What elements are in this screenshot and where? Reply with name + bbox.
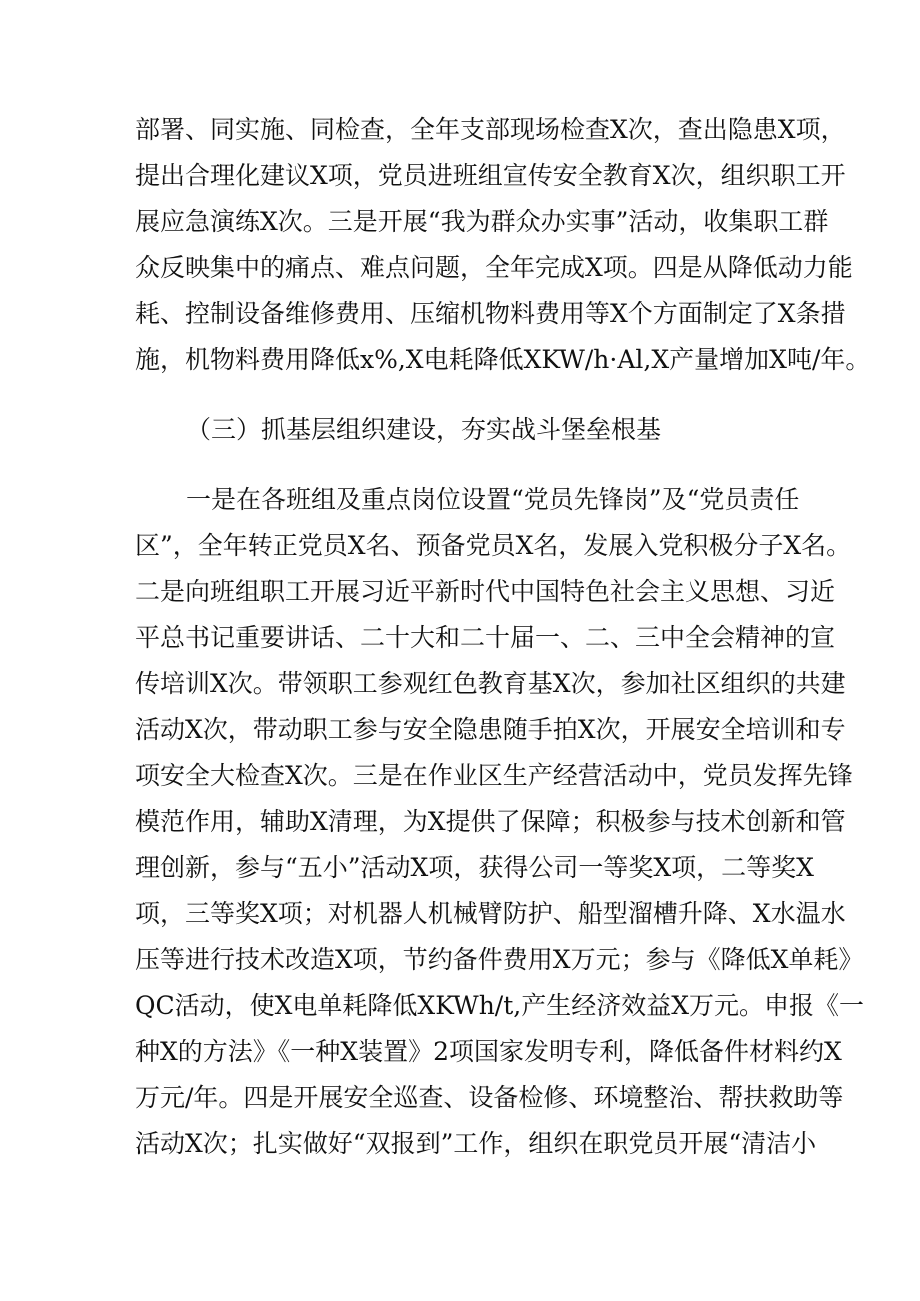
text-line: 平总书记重要讲话、二十大和二十届一、二、三中全会精神的宣	[135, 623, 836, 652]
section-heading: （三）抓基层组织建设，夯实战斗堡垒根基	[186, 415, 662, 444]
text-line: 耗、控制设备维修费用、压缩机物料费用等X个方面制定了X条措	[135, 299, 846, 328]
text-line: 区”，全年转正党员X名、预备党员X名，发展入党积极分子X名。	[135, 531, 852, 560]
text-line: 活动X次；扎实做好“双报到”工作，组织在职党员开展“清洁小	[135, 1129, 817, 1158]
text-line: 施，机物料费用降低x%,X电耗降低XKW/h·Al,X产量增加X吨/年。	[135, 345, 871, 374]
text-line: 提出合理化建议X项，党员进班组宣传安全教育X次，组织职工开	[135, 161, 846, 190]
text-line: 理创新，参与“五小”活动X项，获得公司一等奖X项，二等奖X	[135, 853, 814, 882]
text-line: 传培训X次。带领职工参观红色教育基X次，参加社区组织的共建	[135, 669, 846, 698]
text-line: 一是在各班组及重点岗位设置“党员先锋岗”及“党员责任	[186, 485, 800, 514]
text-line: QC活动，使X电单耗降低XKWh/t,产生经济效益X万元。申报《一	[135, 991, 865, 1020]
text-line: 部署、同实施、同检查，全年支部现场检查X次，查出隐患X项，	[135, 115, 846, 144]
text-line: 项安全大检查X次。三是在作业区生产经营活动中，党员发挥先锋	[135, 761, 853, 790]
text-line: 项，三等奖X项；对机器人机械臂防护、船型溜槽升降、X水温水	[135, 899, 846, 928]
text-line: 展应急演练X次。三是开展“我为群众办实事”活动，收集职工群	[135, 207, 829, 236]
text-line: 万元/年。四是开展安全巡查、设备检修、环境整治、帮扶救助等	[135, 1083, 844, 1112]
text-line: 压等进行技术改造X项，节约备件费用X万元；参与《降低X单耗》	[135, 945, 864, 974]
text-line: 模范作用，辅助X清理，为X提供了保障；积极参与技术创新和管	[135, 807, 846, 836]
text-line: 二是向班组职工开展习近平新时代中国特色社会主义思想、习近	[135, 577, 836, 606]
text-line: 活动X次，带动职工参与安全隐患随手拍X次，开展安全培训和专	[135, 715, 846, 744]
text-line: 种X的方法》《一种X装置》2项国家发明专利，降低备件材料约X	[135, 1037, 842, 1066]
text-line: 众反映集中的痛点、难点问题，全年完成X项。四是从降低动力能	[135, 253, 853, 282]
